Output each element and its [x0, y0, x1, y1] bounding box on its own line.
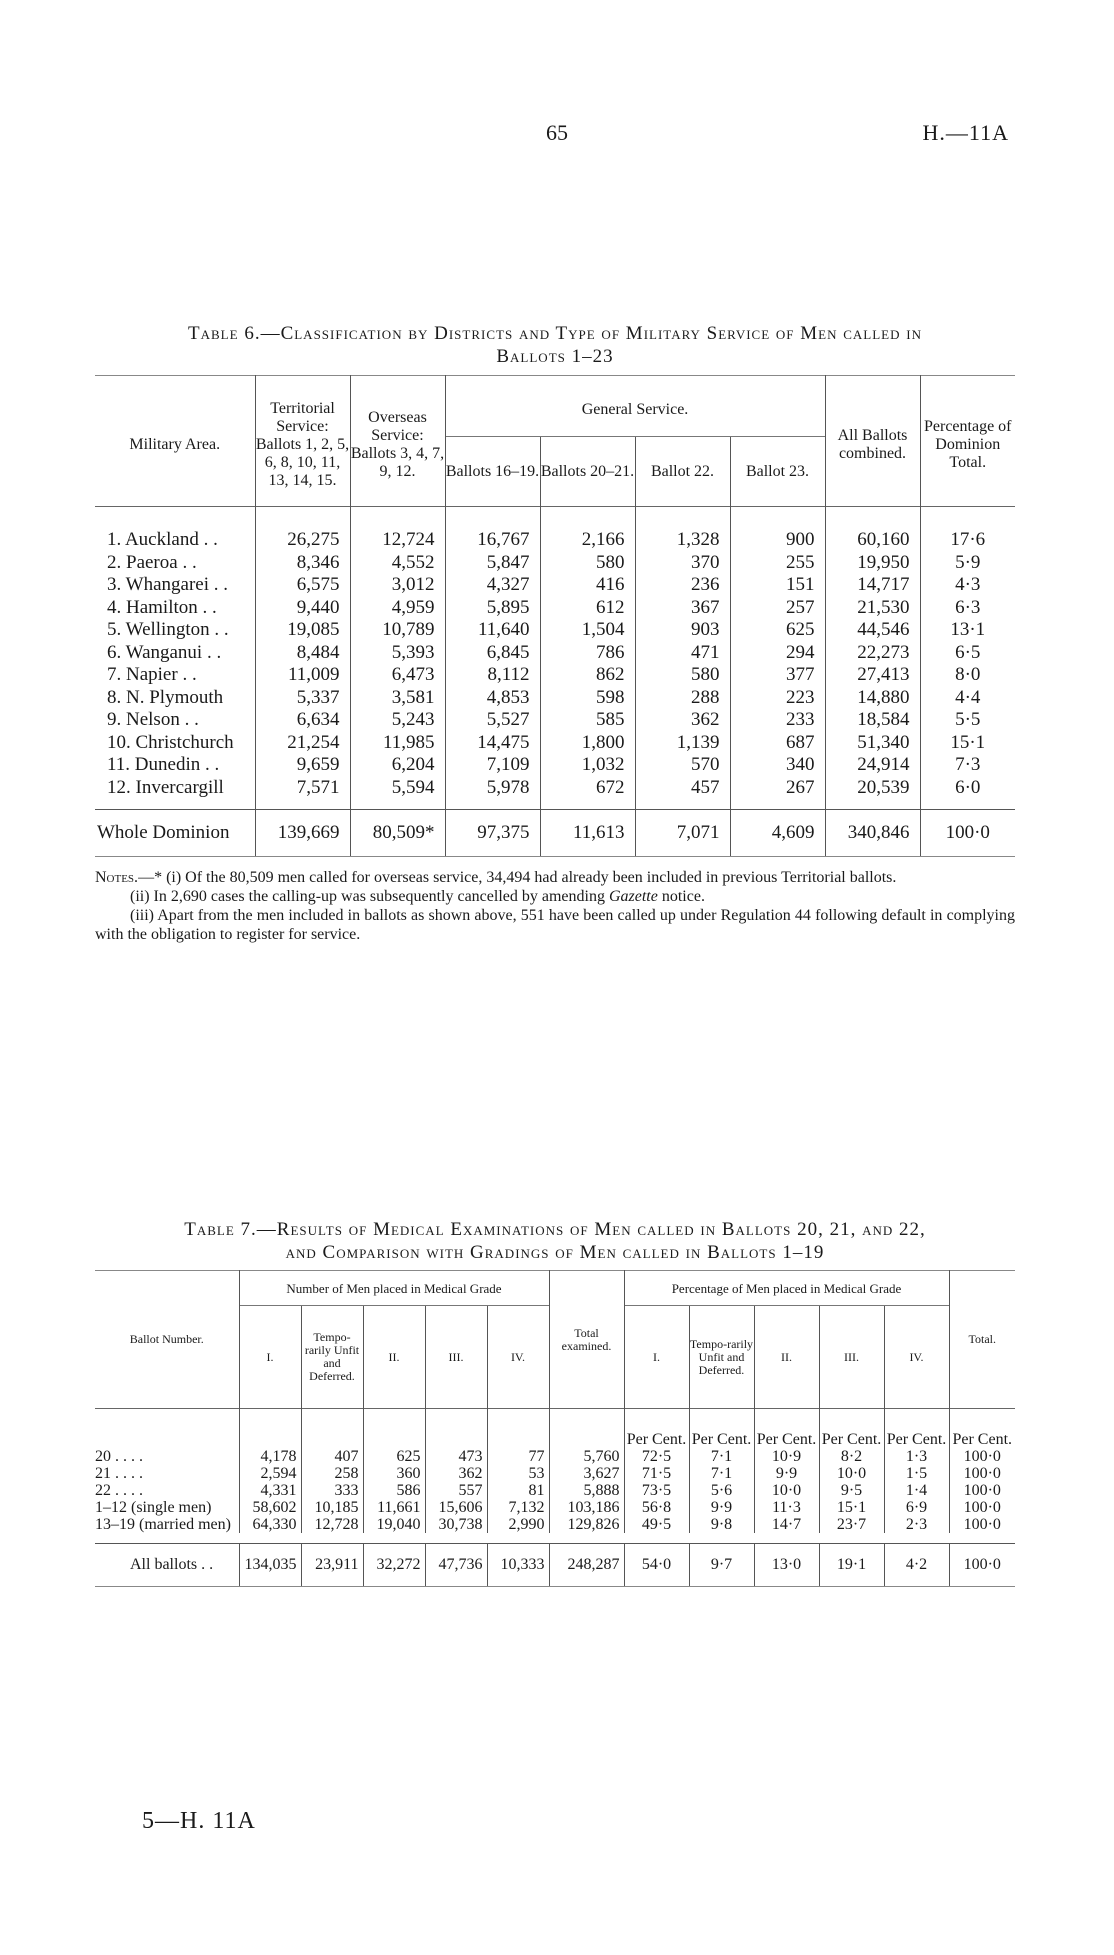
- th-ballot-number: Ballot Number.: [129, 1332, 204, 1346]
- cell: 139,669: [255, 810, 350, 857]
- cell: 16,767: [445, 507, 540, 552]
- cell: 6·9: [884, 1499, 949, 1516]
- cell: 1,032: [540, 754, 635, 777]
- cell: 100·0: [920, 810, 1015, 857]
- cell: 4,327: [445, 574, 540, 597]
- note-2-italic: Gazette: [608, 888, 658, 905]
- ballot-label: 22 . . . .: [95, 1482, 143, 1499]
- cell: 625: [363, 1448, 425, 1465]
- area-name: 4. Hamilton . .: [107, 596, 217, 618]
- cell: 257: [730, 597, 825, 620]
- table6-row: [95, 709, 1015, 732]
- th-grade-1: I.: [239, 1306, 301, 1409]
- cell: 15,606: [425, 1499, 487, 1516]
- cell: 7·1: [689, 1465, 754, 1482]
- cell: 8,484: [255, 642, 350, 665]
- th-grade-4: IV.: [487, 1306, 549, 1409]
- cell: 3,627: [549, 1465, 624, 1482]
- cell: 5,895: [445, 597, 540, 620]
- table6-caption-line1: Table 6.—Classification by Districts and Type of Military Service of Men called in: [188, 323, 922, 344]
- cell: All ballots . .: [95, 1544, 239, 1587]
- cell: 14·7: [754, 1516, 819, 1533]
- document-code: H.—11A: [922, 120, 1009, 145]
- cell: 9·9: [689, 1499, 754, 1516]
- table6-row: [95, 754, 1015, 777]
- cell: 457: [635, 777, 730, 810]
- area-name: 10. Christchurch: [107, 731, 234, 753]
- table6-row: [95, 552, 1015, 575]
- table7-row: [95, 1482, 1015, 1499]
- cell: 7·3: [920, 754, 1015, 777]
- cell: 72·5: [624, 1448, 689, 1465]
- cell: 151: [730, 574, 825, 597]
- area-name: 6. Wanganui . .: [107, 641, 222, 663]
- cell: 598: [540, 687, 635, 710]
- cell: 8·0: [920, 664, 1015, 687]
- per-cent-row: [95, 1409, 1015, 1449]
- cell: 5·6: [689, 1482, 754, 1499]
- table6-row: [95, 732, 1015, 755]
- cell: 4·4: [920, 687, 1015, 710]
- cell: 20,539: [825, 777, 920, 810]
- cell: 14,475: [445, 732, 540, 755]
- cell: 10·0: [819, 1465, 884, 1482]
- area-name: 5. Wellington . .: [107, 619, 229, 640]
- cell: 10,185: [301, 1499, 363, 1516]
- per-cent-label: Per Cent.: [819, 1409, 884, 1449]
- th-pct-grade-2: II.: [754, 1306, 819, 1409]
- cell: 9·7: [689, 1544, 754, 1587]
- cell: 687: [730, 732, 825, 755]
- cell: 4·2: [884, 1544, 949, 1587]
- cell: 5,847: [445, 552, 540, 575]
- cell: 6,634: [255, 709, 350, 732]
- cell: 340: [730, 754, 825, 777]
- cell: 26,275: [255, 507, 350, 552]
- cell: 7·1: [689, 1448, 754, 1465]
- cell: 11,640: [445, 619, 540, 642]
- cell: 13·1: [920, 619, 1015, 642]
- cell: 27,413: [825, 664, 920, 687]
- cell: 100·0: [949, 1499, 1015, 1516]
- cell: 585: [540, 709, 635, 732]
- th-grade-temp: Tempo-rarily Unfit and Deferred.: [301, 1306, 363, 1409]
- cell: Whole Dominion: [95, 810, 255, 857]
- per-cent-label: Per Cent.: [949, 1409, 1015, 1449]
- cell: 1,504: [540, 619, 635, 642]
- th-ballot-23: Ballot 23.: [730, 437, 825, 507]
- cell: 10,333: [487, 1544, 549, 1587]
- area-name: 9. Nelson . .: [107, 709, 199, 730]
- cell: 9·8: [689, 1516, 754, 1533]
- cell: 288: [635, 687, 730, 710]
- cell: 19,085: [255, 619, 350, 642]
- table7-row: [95, 1465, 1015, 1482]
- cell: 13·0: [754, 1544, 819, 1587]
- cell: 4,853: [445, 687, 540, 710]
- th-pct-grade-3: III.: [819, 1306, 884, 1409]
- table7-caption: [95, 1218, 1015, 1264]
- cell: 612: [540, 597, 635, 620]
- cell: 11,985: [350, 732, 445, 755]
- cell: 580: [635, 664, 730, 687]
- cell: 73·5: [624, 1482, 689, 1499]
- cell: 5,594: [350, 777, 445, 810]
- area-name: 3. Whangarei . .: [107, 574, 228, 595]
- cell: 12,724: [350, 507, 445, 552]
- cell: 580: [540, 552, 635, 575]
- cell: 570: [635, 754, 730, 777]
- note-3: (iii) Apart from the men included in ballots as shown above, 551 have been called up under Regulation 44 following default in complying with the obligation to register for service.: [95, 907, 1015, 943]
- th-ballot-22: Ballot 22.: [635, 437, 730, 507]
- cell: 255: [730, 552, 825, 575]
- cell: 32,272: [363, 1544, 425, 1587]
- th-overseas: Overseas Service: Ballots 3, 4, 7, 9, 12.: [350, 376, 445, 507]
- cell: 2,594: [239, 1465, 301, 1482]
- area-name: 11. Dunedin . .: [107, 754, 220, 775]
- table7: [95, 1270, 1015, 1587]
- note-2-post: notice.: [657, 888, 705, 905]
- cell: 6,845: [445, 642, 540, 665]
- table6-caption: [95, 322, 1015, 368]
- cell: 64,330: [239, 1516, 301, 1533]
- th-grade-3: III.: [425, 1306, 487, 1409]
- cell: 5,393: [350, 642, 445, 665]
- table6-row: [95, 687, 1015, 710]
- cell: 80,509*: [350, 810, 445, 857]
- cell: 10·9: [754, 1448, 819, 1465]
- cell: 1,800: [540, 732, 635, 755]
- cell: 233: [730, 709, 825, 732]
- cell: 19·1: [819, 1544, 884, 1587]
- table6-row: [95, 507, 1015, 552]
- cell: 23,911: [301, 1544, 363, 1587]
- table6-notes: [95, 868, 1015, 944]
- cell: 10·0: [754, 1482, 819, 1499]
- table7-row: [95, 1499, 1015, 1516]
- th-pct-grade-4: IV.: [884, 1306, 949, 1409]
- cell: 6·3: [920, 597, 1015, 620]
- cell: 267: [730, 777, 825, 810]
- cell: 473: [425, 1448, 487, 1465]
- cell: 49·5: [624, 1516, 689, 1533]
- area-name: 12. Invercargill: [107, 776, 224, 798]
- cell: 236: [635, 574, 730, 597]
- cell: 14,880: [825, 687, 920, 710]
- th-grade-2: II.: [363, 1306, 425, 1409]
- cell: 4,959: [350, 597, 445, 620]
- cell: 862: [540, 664, 635, 687]
- th-percentage-group: Percentage of Men placed in Medical Grade: [624, 1271, 949, 1306]
- cell: 1·5: [884, 1465, 949, 1482]
- cell: 3,581: [350, 687, 445, 710]
- cell: 2,166: [540, 507, 635, 552]
- cell: 12,728: [301, 1516, 363, 1533]
- table6-caption-line2: Ballots 1–23: [496, 346, 614, 367]
- cell: 71·5: [624, 1465, 689, 1482]
- cell: 2,990: [487, 1516, 549, 1533]
- table6-total-row: [95, 810, 1015, 857]
- cell: 14,717: [825, 574, 920, 597]
- cell: 47,736: [425, 1544, 487, 1587]
- cell: 21,530: [825, 597, 920, 620]
- cell: 294: [730, 642, 825, 665]
- cell: 672: [540, 777, 635, 810]
- cell: 19,040: [363, 1516, 425, 1533]
- table6-row: [95, 642, 1015, 665]
- cell: 586: [363, 1482, 425, 1499]
- cell: 103,186: [549, 1499, 624, 1516]
- notes-label: Notes.: [95, 869, 139, 886]
- cell: 7,109: [445, 754, 540, 777]
- th-territorial: Territorial Service: Ballots 1, 2, 5, 6, 8, 10, 11, 13, 14, 15.: [255, 376, 350, 507]
- ballot-label: 21 . . . .: [95, 1465, 143, 1482]
- cell: 625: [730, 619, 825, 642]
- cell: 4,178: [239, 1448, 301, 1465]
- th-general-service: General Service.: [445, 376, 825, 437]
- cell: 5,888: [549, 1482, 624, 1499]
- table6: [95, 375, 1015, 857]
- cell: 19,950: [825, 552, 920, 575]
- th-percentage: Percentage of Dominion Total.: [920, 376, 1015, 507]
- cell: 5,978: [445, 777, 540, 810]
- cell: 1·4: [884, 1482, 949, 1499]
- per-cent-label: Per Cent.: [754, 1409, 819, 1449]
- th-number-group: Number of Men placed in Medical Grade: [239, 1271, 549, 1306]
- cell: 370: [635, 552, 730, 575]
- note-1: —* (i) Of the 80,509 men called for overseas service, 34,494 had already been included in previous Territorial ballots.: [138, 869, 897, 886]
- cell: 22,273: [825, 642, 920, 665]
- cell: 11·3: [754, 1499, 819, 1516]
- cell: 17·6: [920, 507, 1015, 552]
- cell: 100·0: [949, 1482, 1015, 1499]
- cell: 100·0: [949, 1465, 1015, 1482]
- cell: 51,340: [825, 732, 920, 755]
- th-total: Total.: [949, 1271, 1015, 1409]
- cell: 4,609: [730, 810, 825, 857]
- cell: 258: [301, 1465, 363, 1482]
- table6-row: [95, 597, 1015, 620]
- cell: 903: [635, 619, 730, 642]
- cell: 2·3: [884, 1516, 949, 1533]
- cell: 6·0: [920, 777, 1015, 810]
- cell: 100·0: [949, 1516, 1015, 1533]
- table6-row: [95, 777, 1015, 810]
- table6-row: [95, 619, 1015, 642]
- cell: 21,254: [255, 732, 350, 755]
- cell: 7,571: [255, 777, 350, 810]
- cell: 11,009: [255, 664, 350, 687]
- cell: 471: [635, 642, 730, 665]
- cell: 9·5: [819, 1482, 884, 1499]
- table6-row: [95, 664, 1015, 687]
- table7-total-row: [95, 1544, 1015, 1587]
- cell: 30,738: [425, 1516, 487, 1533]
- cell: 77: [487, 1448, 549, 1465]
- cell: 248,287: [549, 1544, 624, 1587]
- cell: 1,328: [635, 507, 730, 552]
- cell: 416: [540, 574, 635, 597]
- cell: 44,546: [825, 619, 920, 642]
- spacer-row: [95, 1533, 1015, 1544]
- cell: 10,789: [350, 619, 445, 642]
- footer-signature: 5—H. 11A: [142, 1808, 256, 1834]
- cell: 11,613: [540, 810, 635, 857]
- table6-row: [95, 574, 1015, 597]
- cell: 6,473: [350, 664, 445, 687]
- cell: 6,204: [350, 754, 445, 777]
- cell: 557: [425, 1482, 487, 1499]
- cell: 8,346: [255, 552, 350, 575]
- cell: 53: [487, 1465, 549, 1482]
- cell: 4,331: [239, 1482, 301, 1499]
- cell: 9,440: [255, 597, 350, 620]
- cell: 24,914: [825, 754, 920, 777]
- cell: 1·3: [884, 1448, 949, 1465]
- ballot-label: 1–12 (single men): [95, 1499, 212, 1516]
- cell: 5,337: [255, 687, 350, 710]
- th-ballots-20-21: Ballots 20–21.: [540, 437, 635, 507]
- cell: 11,661: [363, 1499, 425, 1516]
- per-cent-label: Per Cent.: [624, 1409, 689, 1449]
- cell: 367: [635, 597, 730, 620]
- cell: 407: [301, 1448, 363, 1465]
- ballot-label: 20 . . . .: [95, 1448, 143, 1465]
- cell: 129,826: [549, 1516, 624, 1533]
- cell: 786: [540, 642, 635, 665]
- cell: 15·1: [920, 732, 1015, 755]
- cell: 900: [730, 507, 825, 552]
- th-pct-grade-temp: Tempo-rarily Unfit and Deferred.: [689, 1306, 754, 1409]
- cell: 9,659: [255, 754, 350, 777]
- per-cent-label: Per Cent.: [689, 1409, 754, 1449]
- cell: 81: [487, 1482, 549, 1499]
- table7-row: [95, 1516, 1015, 1533]
- note-2-pre: (ii) In 2,690 cases the calling-up was subsequently cancelled by amending: [130, 888, 609, 905]
- cell: 340,846: [825, 810, 920, 857]
- area-name: 8. N. Plymouth: [107, 686, 224, 708]
- th-ballots-16-19: Ballots 16–19.: [445, 437, 540, 507]
- cell: 7,071: [635, 810, 730, 857]
- table7-caption-line1: Table 7.—Results of Medical Examinations of Men called in Ballots 20, 21, and 22,: [184, 1219, 926, 1240]
- area-name: 1. Auckland . .: [107, 529, 218, 550]
- cell: 1,139: [635, 732, 730, 755]
- cell: 5,760: [549, 1448, 624, 1465]
- cell: 4,552: [350, 552, 445, 575]
- cell: 9·9: [754, 1465, 819, 1482]
- area-name: 7. Napier . .: [107, 664, 197, 685]
- cell: 7,132: [487, 1499, 549, 1516]
- cell: 56·8: [624, 1499, 689, 1516]
- cell: 134,035: [239, 1544, 301, 1587]
- cell: 3,012: [350, 574, 445, 597]
- cell: 60,160: [825, 507, 920, 552]
- cell: 58,602: [239, 1499, 301, 1516]
- cell: 100·0: [949, 1544, 1015, 1587]
- cell: 6,575: [255, 574, 350, 597]
- cell: 6·5: [920, 642, 1015, 665]
- ballot-label: 13–19 (married men): [95, 1516, 231, 1533]
- page-number: 65: [546, 120, 568, 145]
- cell: 362: [425, 1465, 487, 1482]
- cell: 5·9: [920, 552, 1015, 575]
- cell: 360: [363, 1465, 425, 1482]
- cell: 5·5: [920, 709, 1015, 732]
- cell: 223: [730, 687, 825, 710]
- table7-row: [95, 1448, 1015, 1465]
- cell: 8,112: [445, 664, 540, 687]
- cell: 5,527: [445, 709, 540, 732]
- cell: 54·0: [624, 1544, 689, 1587]
- table7-caption-line2: and Comparison with Gradings of Men called in Ballots 1–19: [285, 1242, 825, 1263]
- cell: 377: [730, 664, 825, 687]
- th-pct-grade-1: I.: [624, 1306, 689, 1409]
- th-military-area: Military Area.: [129, 436, 221, 453]
- cell: 97,375: [445, 810, 540, 857]
- per-cent-label: Per Cent.: [884, 1409, 949, 1449]
- cell: 18,584: [825, 709, 920, 732]
- cell: 23·7: [819, 1516, 884, 1533]
- cell: 100·0: [949, 1448, 1015, 1465]
- th-total-examined: Total examined.: [549, 1271, 624, 1409]
- cell: 4·3: [920, 574, 1015, 597]
- cell: 8·2: [819, 1448, 884, 1465]
- th-all-ballots: All Ballots combined.: [825, 376, 920, 507]
- cell: 333: [301, 1482, 363, 1499]
- cell: 15·1: [819, 1499, 884, 1516]
- cell: 362: [635, 709, 730, 732]
- area-name: 2. Paeroa . .: [107, 551, 197, 573]
- cell: 5,243: [350, 709, 445, 732]
